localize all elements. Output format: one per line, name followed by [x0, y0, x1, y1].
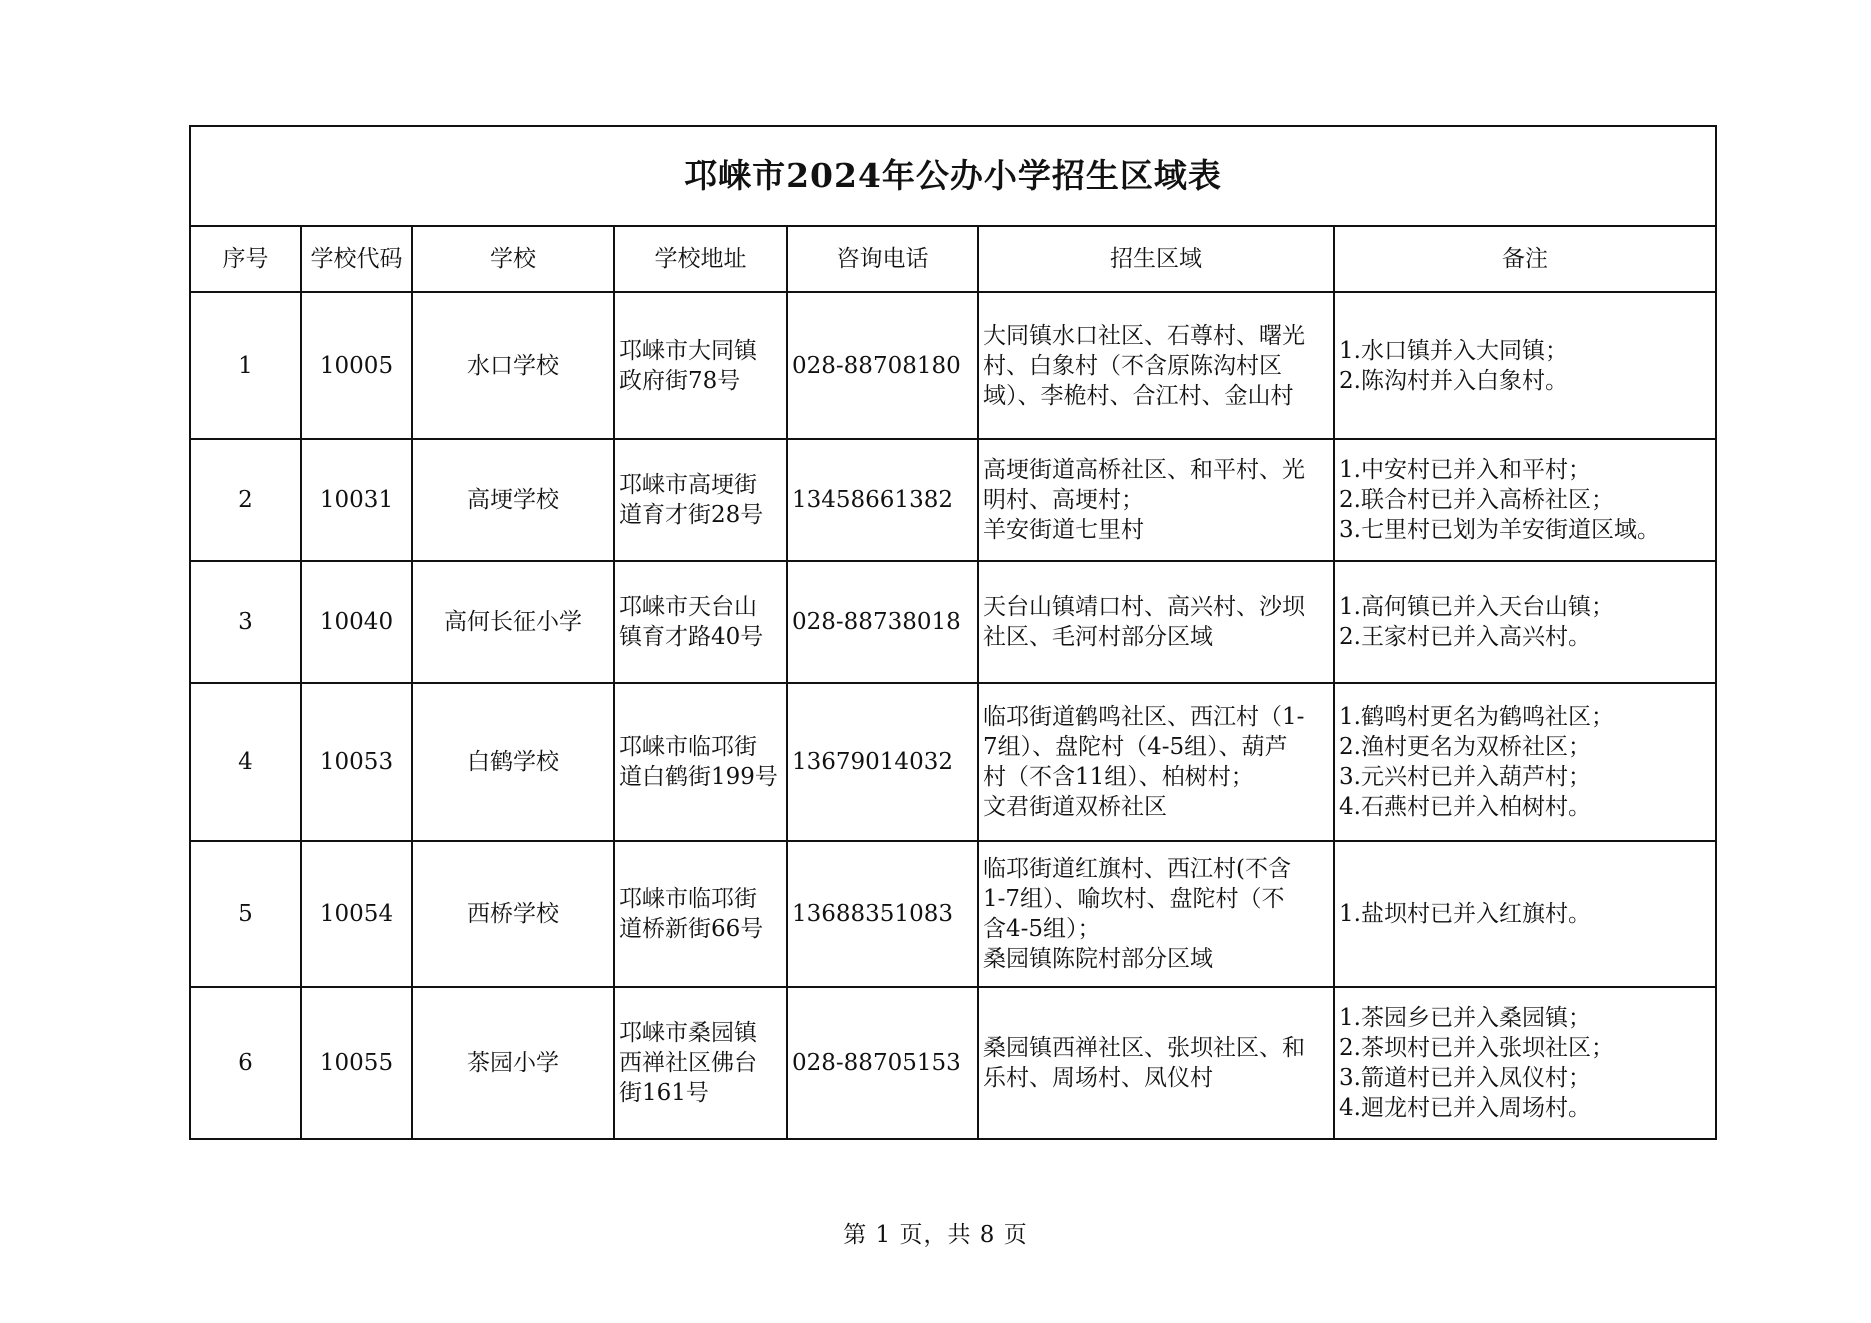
address-line: 邛崃市桑园镇 — [619, 1020, 757, 1046]
row-school: 西桥学校 — [412, 841, 614, 987]
row-address — [614, 292, 787, 439]
row-note — [1334, 987, 1716, 1139]
address-line: 邛崃市临邛街 — [619, 734, 757, 760]
area-line: 临邛街道红旗村、西江村(不含 — [983, 856, 1291, 882]
area-line: 社区、毛河村部分区域 — [983, 624, 1213, 650]
address-line: 政府街78号 — [619, 367, 741, 394]
row-no: 6 — [190, 987, 301, 1139]
area-line: 大同镇水口社区、石尊村、曙光 — [983, 322, 1305, 349]
row-note — [1334, 841, 1716, 987]
row-note — [1334, 683, 1716, 841]
note-line: 1.中安村已并入和平村； — [1339, 457, 1591, 483]
note-line: 1.鹤鸣村更名为鹤鸣社区； — [1339, 704, 1614, 730]
header-phone: 咨询电话 — [787, 226, 978, 292]
address-line: 道桥新街66号 — [619, 916, 764, 942]
row-phone: 028-88705153 — [787, 987, 978, 1139]
row-code: 10005 — [301, 292, 412, 439]
note-line: 3.箭道村已并入凤仪村； — [1339, 1065, 1591, 1091]
row-school: 水口学校 — [412, 292, 614, 439]
row-code: 10055 — [301, 987, 412, 1139]
table-row — [190, 439, 1716, 561]
area-line: 域）、李桅村、合江村、金山村 — [983, 382, 1294, 409]
note-line: 2.陈沟村并入白象村。 — [1339, 367, 1568, 394]
row-area — [978, 987, 1334, 1139]
note-line: 4.迴龙村已并入周场村。 — [1339, 1095, 1591, 1121]
page-footer: 第 1 页，共 8 页 — [843, 1222, 1028, 1248]
row-address — [614, 561, 787, 683]
table-row — [190, 292, 1716, 439]
row-area — [978, 683, 1334, 841]
area-line: 7组）、盘陀村（4-5组）、葫芦 — [983, 734, 1288, 760]
address-line: 邛崃市高埂街 — [619, 472, 757, 498]
row-school: 白鹤学校 — [412, 683, 614, 841]
note-line: 2.联合村已并入高桥社区； — [1339, 487, 1614, 513]
address-line: 西禅社区佛台 — [619, 1050, 757, 1076]
row-no: 1 — [190, 292, 301, 439]
row-school: 高何长征小学 — [412, 561, 614, 683]
table-row — [190, 561, 1716, 683]
row-area — [978, 439, 1334, 561]
row-code: 10040 — [301, 561, 412, 683]
header-note: 备注 — [1334, 226, 1716, 292]
note-line: 1.水口镇并入大同镇； — [1339, 337, 1568, 364]
header-no: 序号 — [190, 226, 301, 292]
row-school: 茶园小学 — [412, 987, 614, 1139]
row-area — [978, 841, 1334, 987]
table-row — [190, 841, 1716, 987]
table-title: 邛崃市2024年公办小学招生区域表 — [190, 126, 1716, 226]
address-line: 道白鹤街199号 — [619, 764, 778, 790]
header-row — [190, 226, 1716, 292]
row-no: 2 — [190, 439, 301, 561]
area-line: 桑园镇西禅社区、张坝社区、和 — [983, 1035, 1305, 1061]
row-phone: 13679014032 — [787, 683, 978, 841]
area-line: 文君街道双桥社区 — [983, 794, 1167, 820]
row-code: 10054 — [301, 841, 412, 987]
row-address — [614, 841, 787, 987]
row-address — [614, 987, 787, 1139]
area-line: 桑园镇陈院村部分区域 — [983, 946, 1213, 972]
row-school: 高埂学校 — [412, 439, 614, 561]
row-note — [1334, 292, 1716, 439]
address-line: 邛崃市大同镇 — [619, 337, 757, 364]
address-line: 邛崃市临邛街 — [619, 886, 757, 912]
table-row — [190, 987, 1716, 1139]
row-no: 4 — [190, 683, 301, 841]
area-line: 村（不含11组）、柏树村； — [983, 764, 1254, 790]
header-address: 学校地址 — [614, 226, 787, 292]
row-area — [978, 561, 1334, 683]
address-line: 邛崃市天台山 — [619, 594, 757, 620]
note-line: 2.渔村更名为双桥社区； — [1339, 734, 1591, 760]
area-line: 村、白象村（不含原陈沟村区 — [983, 352, 1282, 379]
header-school: 学校 — [412, 226, 614, 292]
row-phone: 13458661382 — [787, 439, 978, 561]
area-line: 羊安街道七里村 — [983, 517, 1144, 543]
area-line: 临邛街道鹤鸣社区、西江村（1- — [983, 704, 1305, 730]
row-phone: 13688351083 — [787, 841, 978, 987]
header-area: 招生区域 — [978, 226, 1334, 292]
area-line: 含4-5组）； — [983, 916, 1101, 942]
note-line: 4.石燕村已并入柏树村。 — [1339, 794, 1591, 820]
row-no: 5 — [190, 841, 301, 987]
row-phone: 028-88738018 — [787, 561, 978, 683]
address-line: 道育才街28号 — [619, 502, 764, 528]
area-line: 高埂街道高桥社区、和平村、光 — [983, 457, 1305, 483]
note-line: 2.王家村已并入高兴村。 — [1339, 624, 1591, 650]
row-address — [614, 439, 787, 561]
enrollment-table — [189, 125, 1717, 1140]
row-area — [978, 292, 1334, 439]
row-code: 10053 — [301, 683, 412, 841]
row-address — [614, 683, 787, 841]
note-line: 1.高何镇已并入天台山镇； — [1339, 594, 1614, 620]
row-code: 10031 — [301, 439, 412, 561]
address-line: 镇育才路40号 — [619, 624, 764, 650]
address-line: 街161号 — [619, 1080, 709, 1106]
area-line: 1-7组）、喻坎村、盘陀村（不 — [983, 886, 1285, 912]
header-code: 学校代码 — [301, 226, 412, 292]
note-line: 3.七里村已划为羊安街道区域。 — [1339, 517, 1660, 543]
note-line: 3.元兴村已并入葫芦村； — [1339, 764, 1591, 790]
note-line: 2.茶坝村已并入张坝社区； — [1339, 1035, 1614, 1061]
row-note — [1334, 439, 1716, 561]
note-line: 1.盐坝村已并入红旗村。 — [1339, 901, 1591, 927]
row-no: 3 — [190, 561, 301, 683]
row-note — [1334, 561, 1716, 683]
area-line: 乐村、周场村、凤仪村 — [983, 1065, 1213, 1091]
note-line: 1.茶园乡已并入桑园镇； — [1339, 1005, 1591, 1031]
row-phone: 028-88708180 — [787, 292, 978, 439]
area-line: 天台山镇靖口村、高兴村、沙坝 — [983, 594, 1305, 620]
area-line: 明村、高埂村； — [983, 487, 1144, 513]
table-row — [190, 683, 1716, 841]
